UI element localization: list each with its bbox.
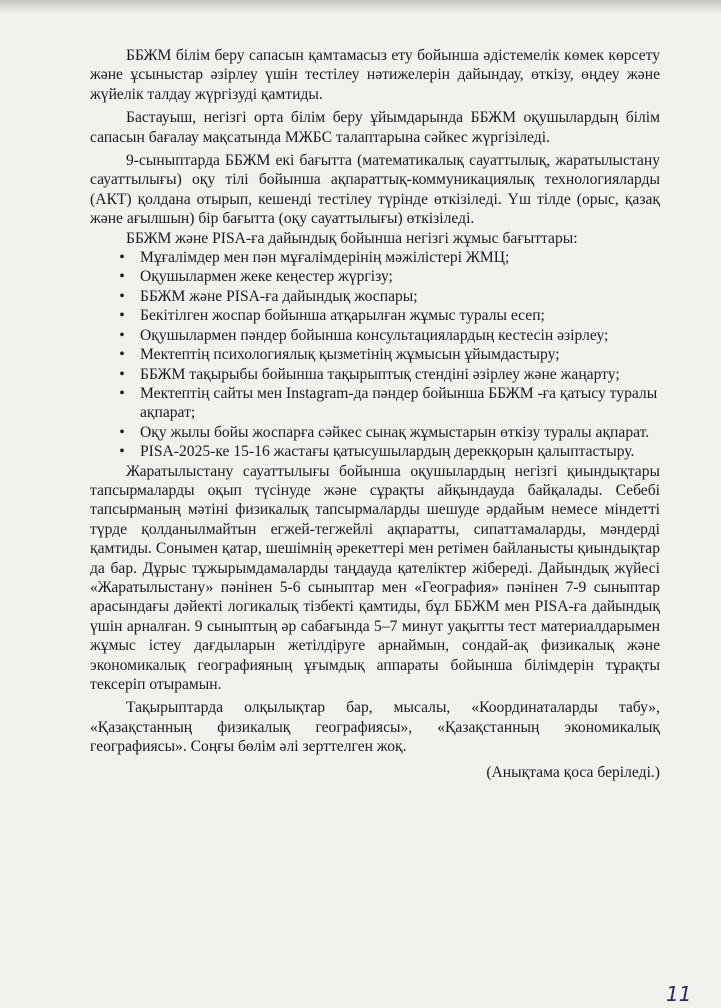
list-item: • ББЖМ және PISA-ға дайындық жоспары; [112,287,660,306]
work-directions-list [90,248,660,461]
list-item: • PISA-2025-ке 15-16 жастағы қатысушылардың дерекқорын қалыптастыру. [112,442,660,461]
paragraph-grade9-testing: 9-сыныптарда ББЖМ екі бағытта (математикалық сауаттылық, жаратылыстану сауаттылығы) оқу тілі бойынша ақпараттық-коммуникациялық технологияларды (АКТ) қолдана отырып, кешенді тестілеу түрінде өткізіледі. Үш тілде (орыс, қазақ және ағылшын) бір бағытта (оқу сауаттылығы) өткізіледі. [90,152,660,228]
bullet-icon: • [119,443,125,461]
bullet-icon: • [119,365,125,383]
list-item: • Оқу жылы бойы жоспарға сәйкес сынақ жұмыстарын өткізу туралы ақпарат. [112,423,660,442]
bullet-icon: • [119,423,125,441]
list-item: • ББЖМ тақырыбы бойынша тақырыптық стендіні әзірлеу және жаңарту; [112,365,660,384]
bullet-icon: • [119,249,125,267]
list-item: • Мұғалімдер мен пән мұғалімдерінің мәжілістері ЖМЦ; [112,248,660,267]
paragraph-science-difficulties: Жаратылыстану сауаттылығы бойынша оқушылардың негізгі қиындықтары тапсырмаларды оқып түсінуде және сұрақты айқындауда байқалады. Себебі тапсырманың мәтіні физикалық тапсырмаларды шешуде әрдайым немесе міндетті түрде қолданылмайтын егжей-тегжейлі ақпаратты, сипаттамаларды, мәндерді қамтиды. Сонымен қатар, шешімнің әрекеттері мен ретімен байланысты қиындықтар да бар. Дұрыс тұжырымдамаларды таңдауда қателіктер жібереді. Дайындық жүйесі «Жаратылыстану» пәнінен 5-6 сыныптар мен «География» пәнінен 7-9 сыныптар арасындағы дәйекті логикалық тізбекті қамтиды, бұл ББЖМ мен PISA-ға дайындық үшін арналған. 9 сыныптың әр сабағында 5–7 минут уақытты тест материалдарымен жұмыс істеу дағдыларын жетілдіруге арнаймын, сондай-ақ физикалық және экономикалық географияның ұғымдық аппараты бойынша білімдерін тұрақты тексеріп отырамын. [90,462,660,693]
bullet-icon: • [119,384,125,402]
list-item: • Мектептің сайты мен Instagram-да пәндер бойынша ББЖМ -ға қатысу туралы ақпарат; [112,384,660,423]
list-heading: ББЖМ және PISA-ға дайындық бойынша негізгі жұмыс бағыттары: [126,229,578,247]
scan-top-edge [0,0,721,14]
list-item: • Оқушылармен жеке кеңестер жүргізу; [112,267,660,286]
list-item: • Бекітілген жоспар бойынша атқарылған жұмыс туралы есеп; [112,306,660,325]
paragraph-assessment-purpose: Бастауыш, негізгі орта білім беру ұйымдарында ББЖМ оқушылардың білім сапасын бағалау мақсатында МЖБС талаптарына сәйкес жүргізіледі. [90,109,660,146]
closing-note: (Анықтама қоса беріледі.) [486,763,660,781]
paragraph-methodical-support: ББЖМ білім беру сапасын қамтамасыз ету бойынша әдістемелік көмек көрсету және ұсыныстар әзірлеу үшін тестілеу нәтижелерін дайындау, өткізу, өңдеу және жүйелік талдау жүргізуді қамтиды. [90,47,660,103]
list-item: • Оқушылармен пәндер бойынша консультациялардың кестесін әзірлеу; [112,326,660,345]
list-item: • Мектептің психологиялық қызметінің жұмысын ұйымдастыру; [112,345,660,364]
bullet-icon: • [119,307,125,325]
paragraph-topic-gaps: Тақырыптарда олқылықтар бар, мысалы, «Координаталарды табу», «Қазақстанның физикалық географиясы», «Қазақстанның экономикалық географиясы». Соңғы бөлім әлі зерттелген жоқ. [90,699,660,756]
document-body [90,46,660,782]
bullet-icon: • [119,268,125,286]
page-number: 11 [666,982,692,1006]
bullet-icon: • [119,287,125,305]
bullet-icon: • [119,326,125,344]
bullet-icon: • [119,346,125,364]
